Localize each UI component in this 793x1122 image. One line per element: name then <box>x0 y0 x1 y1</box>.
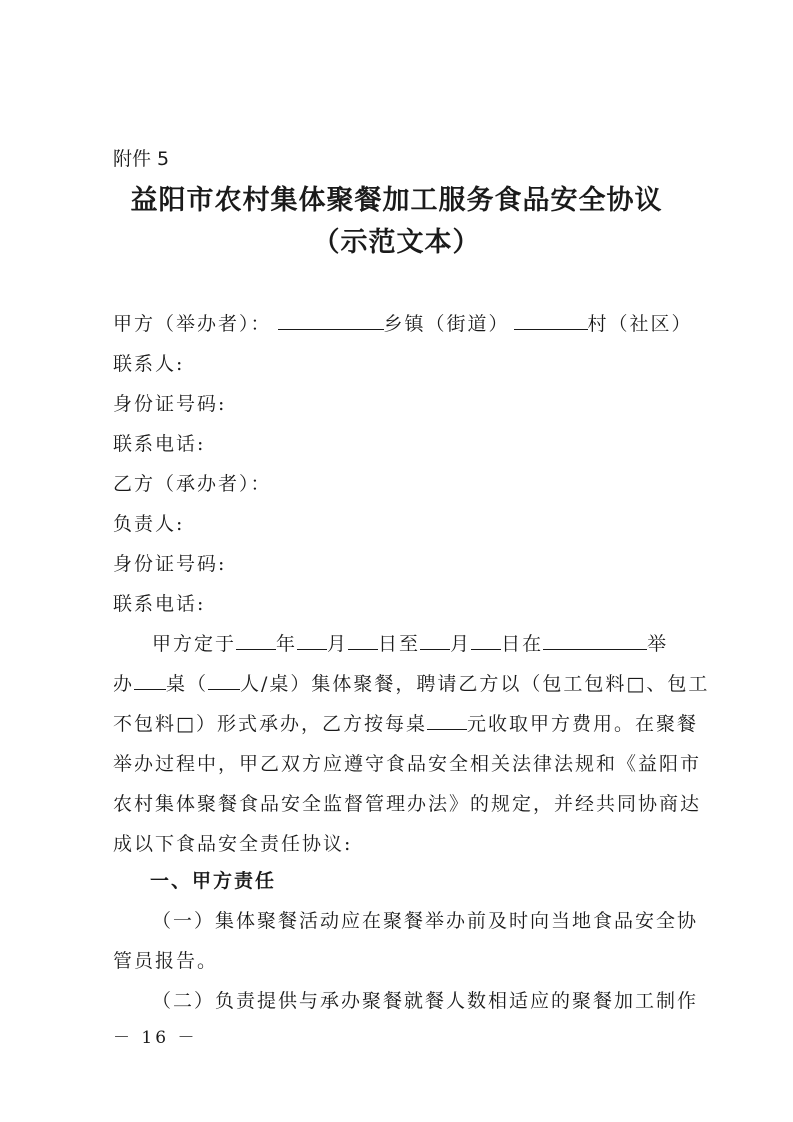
intro-text: 甲方定于 <box>152 633 237 655</box>
intro-text: 月 <box>450 633 472 655</box>
document-title: 益阳市农村集体聚餐加工服务食品安全协议 <box>130 185 663 216</box>
day-blank <box>348 631 378 650</box>
intro-text: 办 <box>113 673 135 695</box>
intro-line-4: 举办过程中，甲乙双方应遵守食品安全相关法律法规和《益阳市 <box>113 753 702 775</box>
party-a-label: 甲方（举办者）： <box>113 313 272 335</box>
tables-blank <box>134 671 166 690</box>
intro-line-1 <box>152 629 668 656</box>
year-blank <box>236 631 276 650</box>
item-1-line-1: （一）集体聚餐活动应在聚餐举办前及时向当地食品安全协 <box>152 910 699 932</box>
intro-text: 日在 <box>501 633 544 655</box>
attachment-label: 附件 5 <box>113 148 170 170</box>
item-1-line-2: 管员报告。 <box>113 950 219 972</box>
intro-text: 月 <box>327 633 349 655</box>
town-blank <box>278 311 384 330</box>
document-subtitle: （示范文本） <box>312 227 481 258</box>
month-blank <box>297 631 327 650</box>
intro-text: 年 <box>276 633 298 655</box>
party-a-phone: 联系电话: <box>113 433 206 455</box>
party-a-contact: 联系人: <box>113 353 185 375</box>
intro-line-2 <box>113 669 709 696</box>
month-blank <box>420 631 450 650</box>
party-b-phone: 联系电话: <box>113 593 206 615</box>
page-number: － 16 － <box>113 1028 198 1048</box>
intro-text: 举 <box>647 633 669 655</box>
village-suffix: 村（社区） <box>587 313 693 335</box>
intro-text: 日至 <box>378 633 421 655</box>
location-blank <box>543 631 647 650</box>
section-heading: 一、甲方责任 <box>150 870 277 892</box>
party-b-id: 身份证号码: <box>113 553 227 575</box>
intro-text: 桌（ <box>166 673 209 695</box>
day-blank <box>471 631 501 650</box>
intro-text: 不包料□）形式承办，乙方按每桌 <box>113 713 427 735</box>
village-blank <box>514 311 588 330</box>
town-suffix: 乡镇（街道） <box>383 313 510 335</box>
intro-line-5: 农村集体聚餐食品安全监督管理办法》的规定，并经共同协商达 <box>113 793 702 815</box>
intro-text: 元收取甲方费用。在聚餐 <box>466 713 698 735</box>
intro-text: 人/桌）集体聚餐，聘请乙方以（包工包料□、包工 <box>240 673 710 695</box>
party-b-person: 负责人: <box>113 513 185 535</box>
intro-line-3 <box>113 709 698 736</box>
item-2-line-1: （二）负责提供与承办聚餐就餐人数相适应的聚餐加工制作 <box>152 990 699 1012</box>
party-b-label: 乙方（承办者）： <box>113 473 272 495</box>
party-a-line <box>113 309 693 336</box>
intro-line-6: 成以下食品安全责任协议: <box>113 833 353 855</box>
party-a-id: 身份证号码: <box>113 393 227 415</box>
persons-blank <box>208 671 240 690</box>
price-blank <box>427 711 467 730</box>
